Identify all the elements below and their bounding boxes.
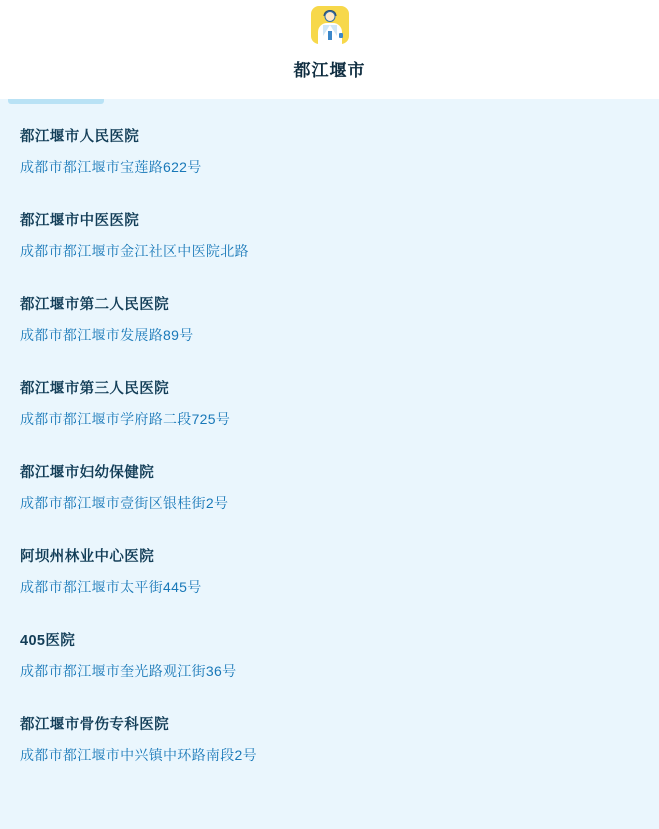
list-item[interactable] xyxy=(0,545,659,597)
avatar-tie xyxy=(328,31,332,40)
hospital-name: 阿坝州林业中心医院 xyxy=(20,549,155,565)
hospital-address: 成都市都江堰市太平街445号 xyxy=(20,579,202,595)
list-item[interactable] xyxy=(0,125,659,177)
list-item[interactable] xyxy=(0,377,659,429)
hospital-address: 成都市都江堰市金江社区中医院北路 xyxy=(20,243,249,259)
avatar-badge xyxy=(339,33,343,38)
avatar-head xyxy=(324,11,335,22)
active-tab-indicator[interactable] xyxy=(8,99,104,104)
hospital-name: 都江堰市妇幼保健院 xyxy=(20,465,155,481)
hospital-address: 成都市都江堰市宝莲路622号 xyxy=(20,159,202,175)
hospital-list-card xyxy=(0,99,659,829)
hospital-name: 都江堰市中医医院 xyxy=(20,213,140,229)
list-item[interactable] xyxy=(0,209,659,261)
hospital-address: 成都市都江堰市奎光路观江街36号 xyxy=(20,663,237,679)
hospital-name: 都江堰市骨伤专科医院 xyxy=(20,717,169,733)
hospital-list xyxy=(0,99,659,765)
hospital-name: 都江堰市人民医院 xyxy=(20,129,140,145)
page-header xyxy=(0,0,659,81)
doctor-avatar-icon xyxy=(311,6,349,44)
hospital-address: 成都市都江堰市壹街区银桂街2号 xyxy=(20,495,229,511)
hospital-name: 405医院 xyxy=(20,633,76,649)
list-item[interactable] xyxy=(0,293,659,345)
hospital-address: 成都市都江堰市中兴镇中环路南段2号 xyxy=(20,747,257,763)
hospital-address: 成都市都江堰市发展路89号 xyxy=(20,327,194,343)
page-title: 都江堰市 xyxy=(293,61,366,80)
hospital-address: 成都市都江堰市学府路二段725号 xyxy=(20,411,231,427)
hospital-name: 都江堰市第三人民医院 xyxy=(20,381,169,397)
hospital-name: 都江堰市第二人民医院 xyxy=(20,297,169,313)
list-item[interactable] xyxy=(0,713,659,765)
list-item[interactable] xyxy=(0,629,659,681)
list-item[interactable] xyxy=(0,461,659,513)
